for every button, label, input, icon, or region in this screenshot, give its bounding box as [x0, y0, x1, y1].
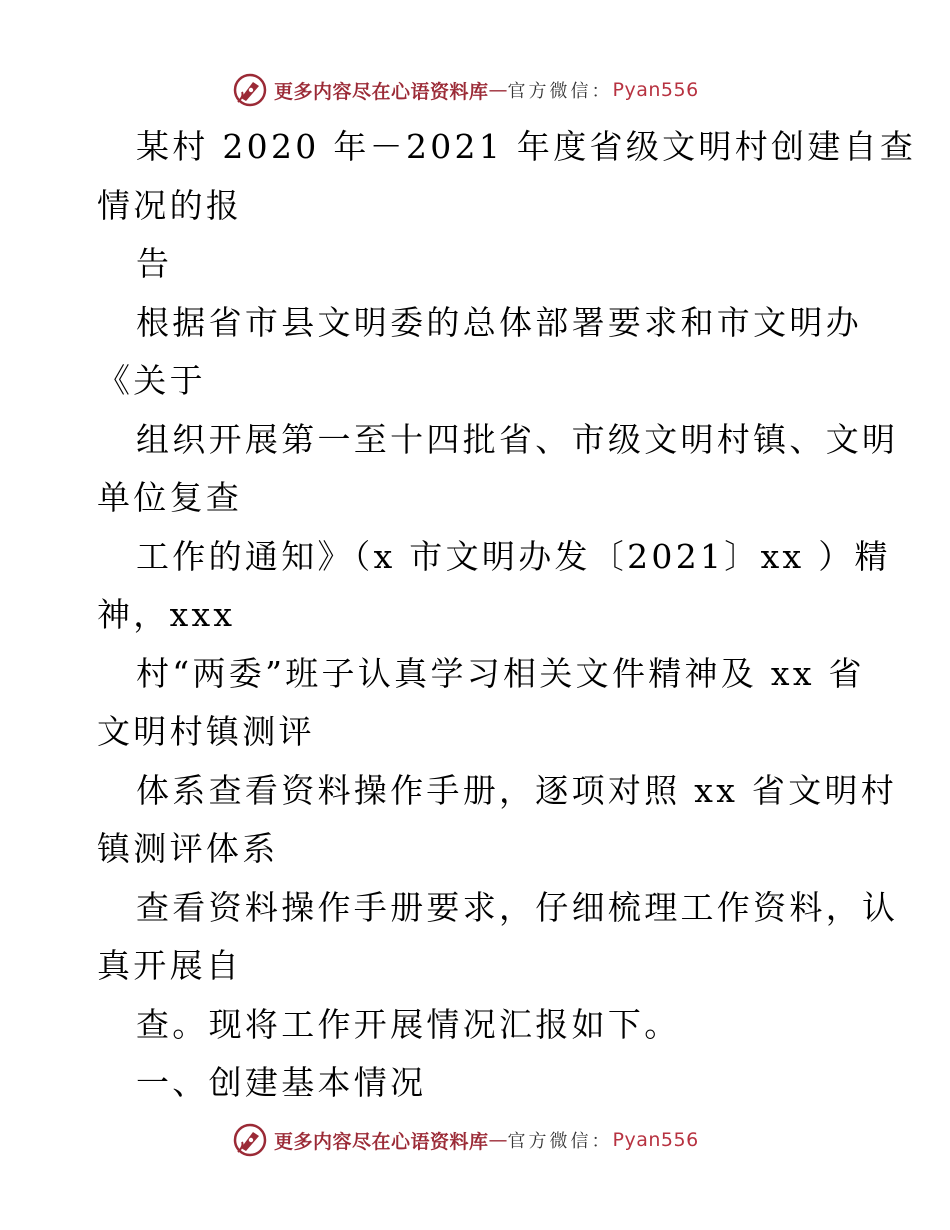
footer-banner	[232, 1122, 699, 1158]
paragraph-line: 村“两委”班子认真学习相关文件精神及 xx 省	[136, 653, 865, 693]
paragraph-line: 镇测评体系	[97, 829, 279, 868]
paragraph-line: 根据省市县文明委的总体部署要求和市文明办	[136, 302, 862, 342]
banner-wechat-id: Pyan556	[612, 79, 699, 101]
banner-separator: —	[488, 1129, 508, 1151]
paragraph-line: 神，xxx	[97, 595, 236, 634]
document-title-line: 告	[136, 244, 173, 283]
paragraph-line: 组织开展第一至十四批省、市级文明村镇、文明	[136, 419, 899, 459]
document-title-line: 某村 2020 年－2021 年度省级文明村创建自查	[136, 127, 917, 166]
paragraph-line: 单位复查	[97, 478, 243, 517]
banner-separator: —	[488, 79, 508, 101]
section-heading: 一、创建基本情况	[136, 1063, 427, 1102]
header-banner	[232, 72, 699, 108]
banner-wechat-label: 官方微信：	[507, 81, 613, 102]
document-body	[97, 118, 917, 1113]
paragraph-line: 真开展自	[97, 946, 243, 985]
pen-nib-logo-icon	[232, 72, 268, 108]
paragraph-line: 查。现将工作开展情况汇报如下。	[136, 1004, 681, 1044]
pen-nib-logo-icon	[232, 1122, 268, 1158]
banner-wechat-label: 官方微信：	[507, 1131, 613, 1152]
paragraph-line: 查看资料操作手册要求，仔细梳理工作资料，认	[136, 887, 899, 927]
paragraph-line: 文明村镇测评	[97, 712, 315, 751]
banner-wechat-id: Pyan556	[612, 1129, 699, 1151]
banner-main-text: 更多内容尽在心语资料库	[274, 80, 489, 103]
paragraph-line: 体系查看资料操作手册，逐项对照 xx 省文明村	[136, 770, 898, 810]
banner-main-text: 更多内容尽在心语资料库	[274, 1130, 489, 1153]
paragraph-line: 《关于	[97, 361, 206, 400]
paragraph-line: 工作的通知》（x 市文明办发〔2021〕xx ）精	[136, 536, 891, 576]
document-title-line: 情况的报	[97, 185, 243, 225]
